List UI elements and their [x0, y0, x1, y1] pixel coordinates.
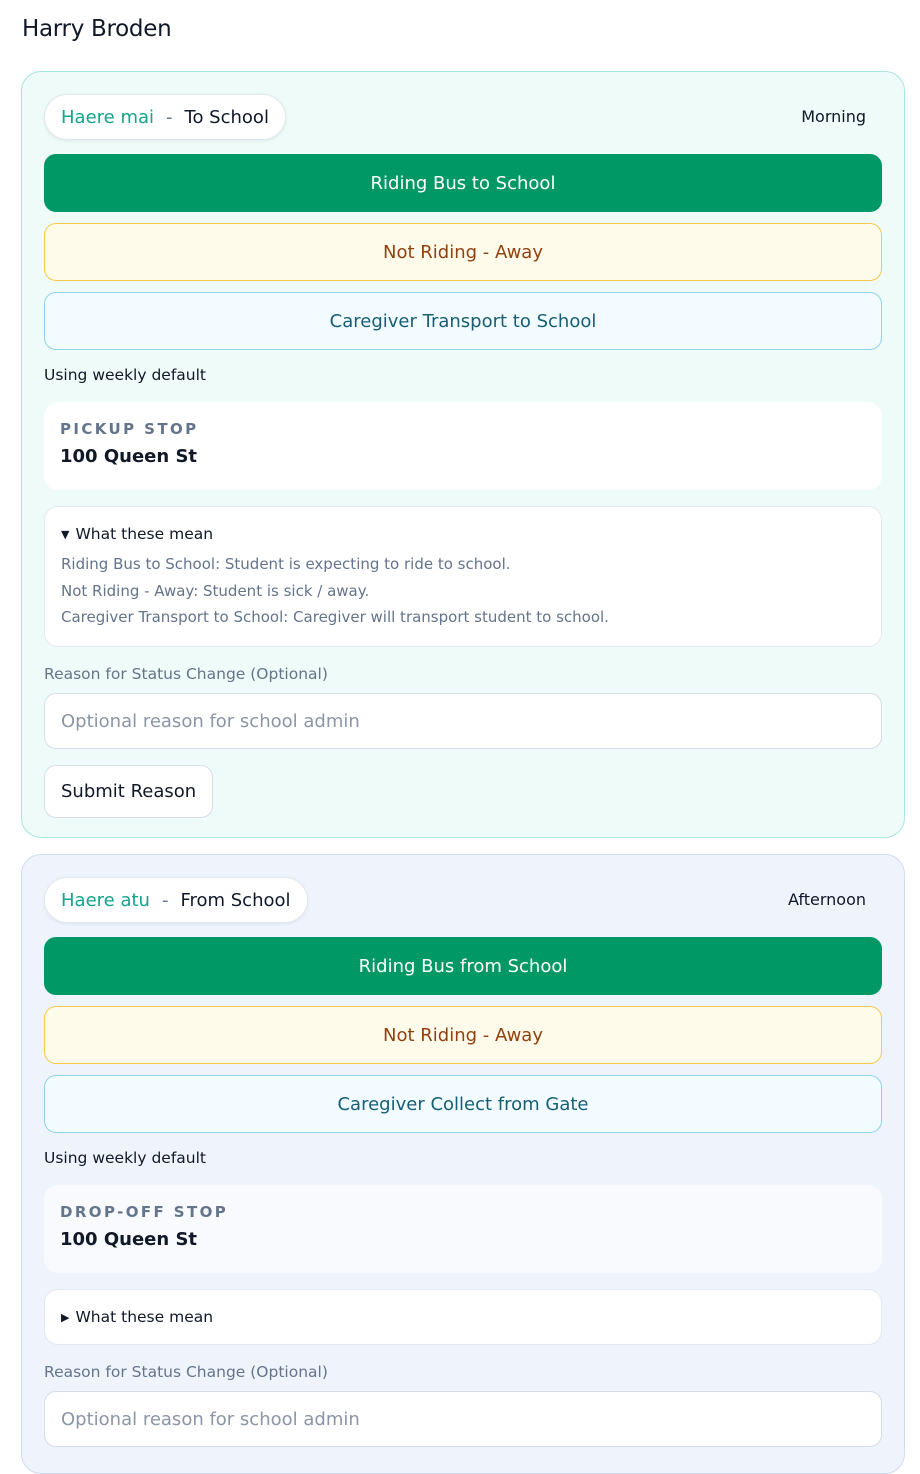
triangle-down-icon: ▼	[61, 527, 70, 541]
dropoff-stop-box	[44, 1185, 882, 1273]
meaning-away: Not Riding - Away: Student is sick / away.	[61, 581, 370, 600]
reason-label: Reason for Status Change (Optional)	[44, 665, 328, 683]
afternoon-trip-card	[21, 854, 905, 1474]
time-label: Morning	[801, 107, 866, 126]
riding-bus-option[interactable]: Riding Bus to School	[44, 154, 882, 212]
time-label: Afternoon	[788, 890, 866, 909]
trip-separator: -	[166, 106, 173, 128]
caregiver-transport-option[interactable]: Caregiver Transport to School	[44, 292, 882, 350]
triangle-right-icon: ▶	[61, 1310, 70, 1324]
reason-label: Reason for Status Change (Optional)	[44, 1363, 328, 1381]
meanings-summary-label: What these mean	[75, 525, 214, 543]
card-header	[44, 855, 882, 937]
meanings-summary-label: What these mean	[75, 1308, 214, 1326]
default-note: Using weekly default	[44, 366, 206, 384]
trip-english-label: To School	[184, 106, 269, 128]
trip-pill	[44, 94, 286, 140]
meaning-riding: Riding Bus to School: Student is expecting to ride to school.	[61, 555, 511, 573]
stop-label: DROP-OFF STOP	[60, 1203, 229, 1221]
card-header	[44, 72, 882, 154]
meanings-body	[61, 551, 865, 631]
student-name: Harry Broden	[22, 16, 172, 42]
not-riding-away-option[interactable]: Not Riding - Away	[44, 223, 882, 281]
caregiver-collect-option[interactable]: Caregiver Collect from Gate	[44, 1075, 882, 1133]
not-riding-away-option[interactable]: Not Riding - Away	[44, 1006, 882, 1064]
meanings-toggle[interactable]	[61, 1306, 865, 1328]
meanings-details	[44, 1289, 882, 1345]
default-note: Using weekly default	[44, 1149, 206, 1167]
meaning-caregiver: Caregiver Transport to School: Caregiver will transport student to school.	[61, 608, 609, 626]
trip-maori-label: Haere mai	[61, 106, 155, 128]
meanings-details	[44, 506, 882, 647]
trip-separator: -	[161, 889, 169, 911]
reason-input[interactable]	[44, 693, 882, 749]
pickup-stop-box	[44, 402, 882, 490]
riding-bus-option[interactable]: Riding Bus from School	[44, 937, 882, 995]
trip-english-label: From School	[180, 889, 291, 911]
morning-trip-card	[21, 71, 905, 838]
trip-pill	[44, 877, 308, 923]
stop-value: 100 Queen St	[60, 446, 198, 467]
reason-input[interactable]	[44, 1391, 882, 1447]
stop-label: PICKUP STOP	[60, 420, 199, 438]
meanings-toggle[interactable]	[61, 523, 865, 545]
stop-value: 100 Queen St	[60, 1229, 198, 1250]
submit-reason-button[interactable]: Submit Reason	[44, 765, 213, 818]
trip-maori-label: Haere atu	[61, 889, 150, 911]
